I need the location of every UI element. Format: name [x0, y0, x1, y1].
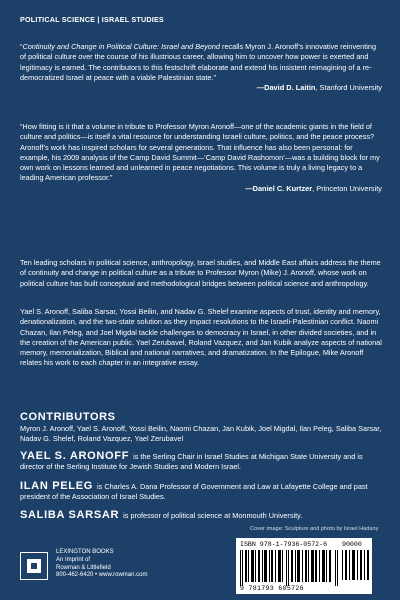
endorsement-quote-2	[20, 122, 382, 194]
quote-author: —Daniel C. Kurtzer	[245, 183, 313, 193]
quote-text: recalls Myron J. Aronoff’s innovative reinventing of political culture over the course of his illustrious career, allowing him to uncover how power is exerted and legitimacy is earned. The contributors to this festschrift elaborate and extend his insistent reimagining of a re-democratized Israel at peace with a viable Palestinian state.”	[20, 42, 376, 82]
publisher-logo-icon	[20, 552, 48, 580]
quote-open-mark: “	[20, 42, 23, 51]
contributors-list: Myron J. Aronoff, Yael S. Aronoff, Yossi Beilin, Naomi Chazan, Jan Kubik, Joel Migdal, Ilan Peleg, Saliba Sarsar, Nadav G. Shelef, Roland Vazquez, Yael Zerubavel	[20, 424, 382, 444]
publisher-imprint-label: An Imprint of	[56, 556, 91, 563]
quote-affiliation: , Princeton University	[312, 183, 382, 193]
editor-bio-1	[20, 451, 382, 473]
publisher-info	[56, 549, 147, 580]
endorsement-quote-1	[20, 42, 382, 94]
quote-attribution	[20, 184, 382, 195]
editor-bio-text: is professor of political science at Monmouth University.	[123, 511, 303, 520]
contributors-heading: CONTRIBUTORS	[20, 411, 116, 423]
price-barcode-icon	[342, 550, 370, 580]
quote-text: “How fitting is it that a volume in tribute to Professor Myron Aronoff—one of the academic giants in the field of culture and politics—is itself a vital resource for understanding Israeli culture, politics, and the peace process? Aronoff’s work has inspired scholars for several generations. That influence has also been personal: for example, his 2009 analysis of the Camp David Summit—‘Camp David Rashomon’—was a building block for my own work on lessons learned and unlearned in peace negotiations. This volume is truly a living legacy to a leading American professor.”	[20, 122, 380, 183]
publisher-block	[20, 549, 220, 589]
editor-bio-text: is the Serling Chair in Israel Studies at Michigan State University and is director of the Serling Institute for Jewish Studies and Modern Israel.	[20, 452, 363, 472]
description-paragraph-1: Ten leading scholars in political science, anthropology, Israel studies, and Middle East affairs address the theme of continuity and change in political culture as a tribute to Professor Myron (Mike) J. Aronoff, whose work on political culture has built conceptual and methodological bridges between political science and anthropology.	[20, 258, 381, 288]
quote-author: —David D. Laitin	[256, 83, 316, 93]
barcode-icon	[240, 550, 340, 586]
isbn-text: ISBN 978-1-7936-0572-6	[240, 541, 328, 548]
editor-bio-2	[20, 481, 382, 503]
editor-bio-3	[20, 510, 382, 521]
publisher-contact: 800-462-6420 • www.rowman.com	[56, 572, 148, 579]
ean-number: 9 781793 605726	[240, 585, 304, 592]
editor-bio-text: is Charles A. Dana Professor of Government and Law at Lafayette College and past president of the Association of Israel Studies.	[20, 482, 368, 502]
book-title: Continuity and Change in Political Culture: Israel and Beyond	[22, 42, 220, 51]
category-label: POLITICAL SCIENCE | ISRAEL STUDIES	[20, 15, 164, 24]
price-code: 90000	[342, 541, 362, 548]
editor-name: YAEL S. ARONOFF	[20, 450, 130, 462]
quote-affiliation: , Stanford University	[315, 83, 382, 93]
editor-name: SALIBA SARSAR	[20, 509, 120, 521]
barcode-panel	[236, 538, 372, 594]
publisher-name: LEXINGTON BOOKS	[56, 549, 114, 555]
publisher-parent: Rowman & Littlefield	[56, 564, 111, 571]
cover-image-credit: Cover image: Sculpture and photo by Israel Hadany	[250, 526, 379, 532]
quote-attribution	[20, 83, 382, 94]
editor-name: ILAN PELEG	[20, 480, 94, 492]
description-paragraph-2: Yael S. Aronoff, Saliba Sarsar, Yossi Beilin, and Nadav G. Shelef examine aspects of trust, identity and memory, denationalization, and the two-state solution as they impact resolutions to the Israeli-Palestinian conflict. Naomi Chazan, Ilan Peleg, and Joel Migdal tackle challenges to democracy in Israel, in other divided societies, and in the creation of the American public. Yael Zerubavel, Roland Vazquez, and Jan Kubik analyze aspects of national memory, memorialization, Biblical and national narratives, and dramatization. In the Epilogue, Mike Aronoff relates his work to each chapter in an integrative essay.	[20, 307, 382, 368]
